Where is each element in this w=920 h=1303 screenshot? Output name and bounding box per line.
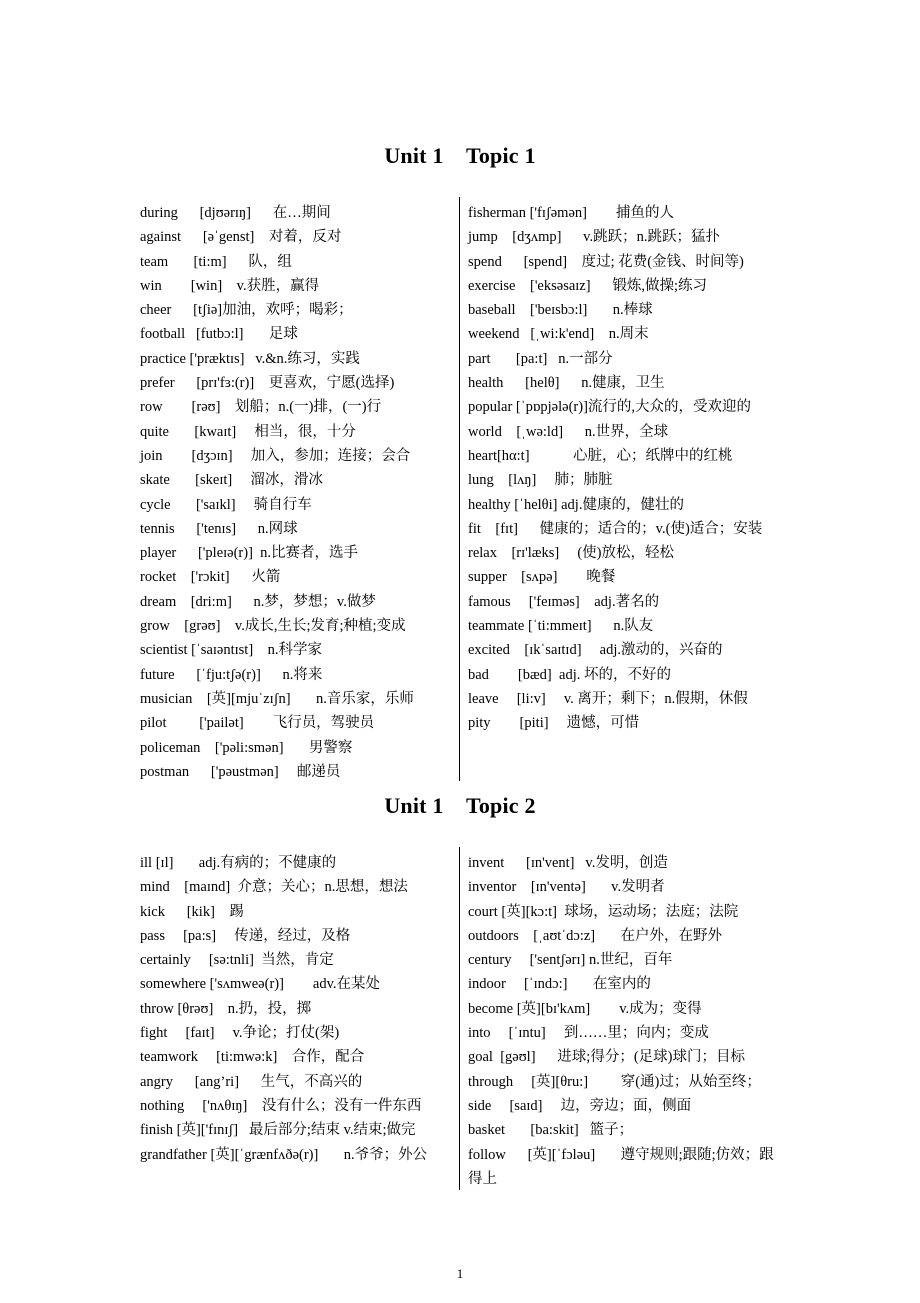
vocab-entry: skate [skeɪt] 溜冰，滑冰	[140, 472, 323, 489]
vocab-entry: become [英][bɪ'kʌm] v.成为；变得	[468, 1000, 702, 1017]
column-divider	[459, 847, 460, 1190]
vocab-entry: kick [kik] 踢	[140, 903, 244, 920]
vocab-entry: fit [fɪt] 健康的；适合的；v.(使)适合；安装	[468, 520, 763, 537]
vocab-entry: dream [dri:m] n.梦，梦想；v.做梦	[140, 593, 376, 610]
vocab-entry: healthy [ˈhelθi] adj.健康的，健壮的	[468, 496, 684, 513]
vocab-entry: quite [kwaɪt] 相当，很，十分	[140, 423, 356, 440]
topic-2-left-column	[140, 851, 452, 1167]
page-number: 1	[456, 1266, 464, 1281]
vocab-entry: player ['pleɪə(r)] n.比赛者，选手	[140, 545, 359, 562]
vocab-entry: century ['sentʃərɪ] n.世纪，百年	[468, 952, 673, 969]
vocab-entry: finish [英]['fɪnɪʃ] 最后部分;结束 v.结束;做完	[140, 1122, 416, 1139]
vocab-entry: pass [pa:s] 传递，经过，及格	[140, 927, 351, 944]
vocab-entry: part [pa:t] n.一部分	[468, 350, 613, 367]
vocab-entry: jump [dʒʌmp] v.跳跃；n.跳跃；猛扑	[468, 229, 720, 246]
vocab-entry: spend [spend] 度过; 花费(金钱、时间等)	[468, 253, 744, 270]
vocab-entry: court [英][kɔ:t] 球场，运动场；法庭；法院	[468, 903, 739, 920]
vocab-entry: cycle ['saɪkl] 骑自行车	[140, 496, 312, 513]
column-divider	[459, 197, 460, 781]
vocab-entry: angry [ang’ri] 生气，不高兴的	[140, 1073, 363, 1090]
vocab-entry: during [djʊərɪŋ] 在…期间	[140, 205, 331, 221]
vocab-entry: famous ['feɪməs] adj.著名的	[468, 593, 660, 610]
vocab-entry: invent [ɪn'vent] v.发明，创造	[468, 855, 668, 871]
vocab-entry: win [win] v.获胜，赢得	[140, 277, 320, 294]
vocab-entry: row [rəʊ] 划船；n.(一)排，(一)行	[140, 399, 382, 416]
vocab-entry: side [saɪd] 边，旁边；面，侧面	[468, 1097, 692, 1114]
topic-2-right-column	[468, 851, 784, 1191]
vocab-entry: musician [英][mjuˈzɪʃn] n.音乐家，乐师	[140, 690, 414, 707]
vocab-entry: ill [ɪl] adj.有病的；不健康的	[140, 855, 337, 871]
vocab-entry: grandfather [英][ˈgrænfʌðə(r)] n.爷爷；外公	[140, 1146, 428, 1163]
section-title-topic-2: Unit 1 Topic 2	[384, 793, 536, 818]
vocab-entry: lung [lʌŋ] 肺；肺脏	[468, 472, 613, 489]
vocab-entry: pilot ['pailət] 飞行员，驾驶员	[140, 715, 375, 732]
topic-1-left-column	[140, 201, 452, 784]
vocab-entry: bad [bæd] adj. 坏的，不好的	[468, 666, 671, 683]
vocab-entry: teammate [ˈti:mmeɪt] n.队友	[468, 618, 654, 635]
vocab-entry: prefer [prɪ'fɜ:(r)] 更喜欢，宁愿(选择)	[140, 375, 395, 392]
vocab-entry: throw [θrəʊ] n.扔，投，掷	[140, 1000, 312, 1017]
vocab-entry: excited [ɪkˈsaɪtɪd] adj.激动的，兴奋的	[468, 642, 723, 659]
vocab-entry: grow [grəʊ] v.成长,生长;发育;种植;变成	[140, 618, 406, 635]
vocab-entry: weekend [ˌwi:k'end] n.周末	[468, 326, 649, 343]
vocab-entry: through [英][θru:] 穿(通)过；从始至终；	[468, 1073, 761, 1090]
vocab-entry: fisherman ['fɪʃəmən] 捕鱼的人	[468, 205, 674, 221]
vocab-entry: relax [rɪ'læks] (使)放松，轻松	[468, 545, 674, 562]
topic-1-right-column	[468, 201, 784, 736]
vocab-entry: postman ['pəustmən] 邮递员	[140, 763, 341, 780]
vocab-entry: rocket ['rɔkit] 火箭	[140, 569, 281, 586]
vocab-entry: heart[hα:t] 心脏，心；纸牌中的红桃	[468, 447, 733, 464]
vocab-entry: tennis ['tenɪs] n.网球	[140, 520, 298, 537]
vocab-entry: against [əˈgenst] 对着，反对	[140, 229, 342, 246]
vocab-entry: fight [faɪt] v.争论；打仗(架)	[140, 1025, 340, 1042]
vocab-entry: basket [ba:skit] 篮子；	[468, 1122, 634, 1139]
vocab-entry: supper [sʌpə] 晚餐	[468, 569, 616, 586]
vocab-entry: goal [gəʊl] 进球;得分；(足球)球门；目标	[468, 1049, 745, 1066]
vocab-entry: team [ti:m] 队，组	[140, 253, 292, 270]
vocab-entry: into [ˈɪntu] 到……里；向内；变成	[468, 1025, 709, 1042]
vocab-entry: cheer [tʃiə]加油，欢呼；喝彩；	[140, 302, 353, 319]
vocab-entry: health [helθ] n.健康，卫生	[468, 375, 665, 392]
vocab-entry: certainly [sə:tnli] 当然，肯定	[140, 952, 334, 969]
vocab-entry: nothing ['nʌθɪŋ] 没有什么；没有一件东西	[140, 1097, 422, 1114]
vocab-entry: exercise ['eksəsaɪz] 锻炼,做操;练习	[468, 277, 707, 294]
vocab-entry: leave [li:v] v. 离开；剩下；n.假期，休假	[468, 690, 748, 707]
vocab-entry: teamwork [ti:mwə:k] 合作，配合	[140, 1049, 365, 1066]
vocab-entry: football [futbɔ:l] 足球	[140, 326, 298, 343]
vocab-entry: scientist [ˈsaɪəntɪst] n.科学家	[140, 642, 323, 659]
vocab-entry: follow [英][ˈfɔləu] 遵守规则;跟随;仿效；跟得上	[468, 1146, 774, 1187]
vocab-entry: somewhere ['sʌmweə(r)] adv.在某处	[140, 976, 381, 993]
vocab-entry: join [dʒɔɪn] 加入，参加；连接；会合	[140, 447, 411, 464]
vocab-entry: mind [maɪnd] 介意；关心；n.思想，想法	[140, 879, 408, 896]
vocab-entry: world [ˌwə:ld] n.世界，全球	[468, 423, 669, 440]
vocab-entry: popular [ˈpɒpjələ(r)]流行的,大众的，受欢迎的	[468, 399, 752, 416]
vocab-entry: indoor [ˈɪndɔ:] 在室内的	[468, 976, 651, 993]
vocab-entry: practice ['præktɪs] v.&n.练习，实践	[140, 350, 360, 367]
vocab-entry: policeman ['pəli:smən] 男警察	[140, 739, 353, 756]
vocab-entry: pity [piti] 遗憾，可惜	[468, 715, 640, 732]
vocab-entry: baseball ['beɪsbɔ:l] n.棒球	[468, 302, 653, 319]
vocab-entry: future [ˈfju:tʃə(r)] n.将来	[140, 666, 323, 683]
vocab-entry: inventor [ɪn'ventə] v.发明者	[468, 879, 665, 896]
vocab-entry: outdoors [ˌaʊtˈdɔ:z] 在户外，在野外	[468, 927, 723, 944]
section-title-topic-1: Unit 1 Topic 1	[384, 143, 536, 168]
